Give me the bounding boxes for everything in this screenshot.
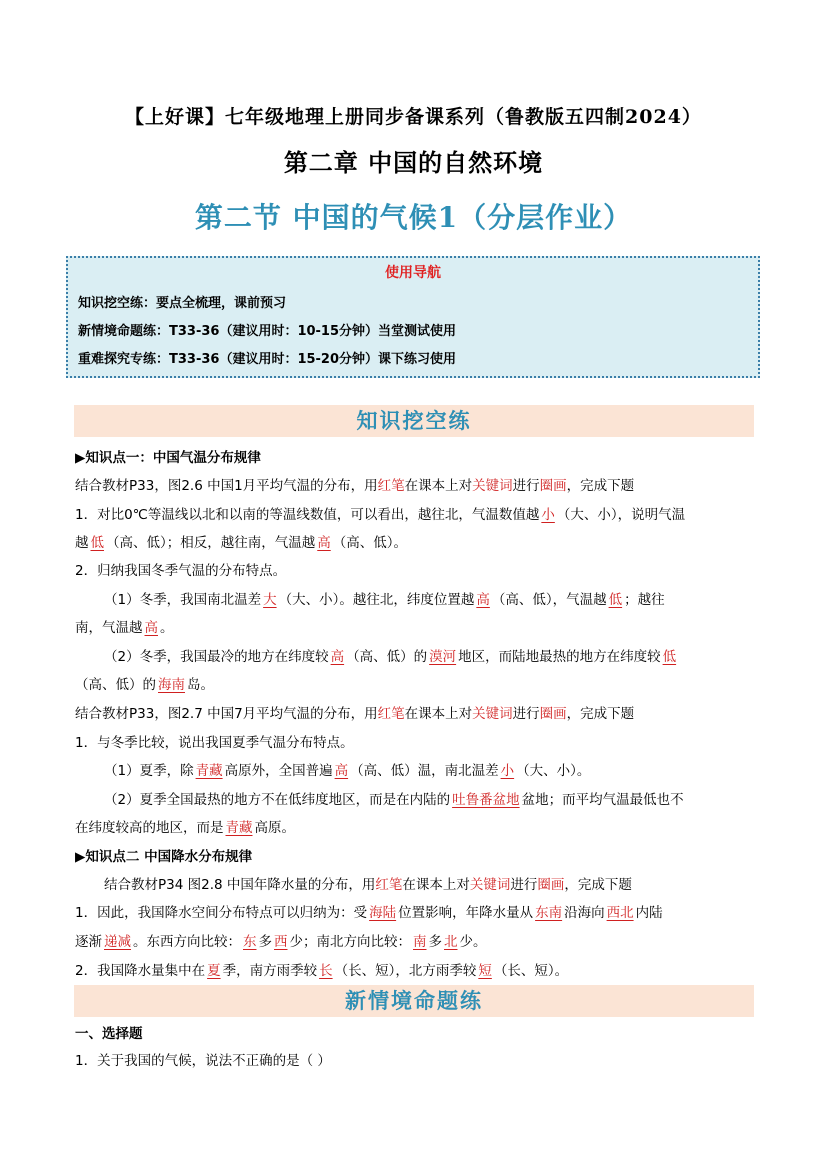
text: 2．我国降水量集中在 (75, 963, 206, 979)
text: 进行 (510, 877, 538, 893)
knowledge-point-1: ▶知识点一：中国气温分布规律 (75, 450, 261, 466)
text: （大、小）。越往北，纬度位置越 (278, 592, 475, 608)
text: 在课本上对 (404, 706, 473, 722)
text: （大、小），说明气温 (556, 507, 686, 523)
red-keyword: 红笔 (377, 478, 405, 494)
red-keyword: 关键词 (472, 478, 513, 494)
text: 位置影响，年降水量从 (398, 905, 534, 921)
answer-blank: 夏 (207, 963, 221, 979)
text: 1．因此，我国降水空间分布特点可以归纳为：受 (75, 905, 368, 921)
text: ，完成下题 (566, 478, 635, 494)
intro-line-2 (75, 702, 634, 722)
answer-blank: 小 (500, 763, 515, 779)
answer-blank: 海陆 (369, 905, 397, 921)
answer-blank: 低 (90, 535, 104, 551)
text: （高、低），气温越 (491, 592, 607, 608)
answer-blank: 高 (476, 592, 490, 608)
answer-blank: 高 (144, 620, 158, 636)
red-keyword: 关键词 (472, 706, 513, 722)
answer-blank: 北 (444, 934, 458, 950)
text: 在课本上对 (404, 478, 473, 494)
text: （高、低）温，南北温差 (350, 763, 499, 779)
answer-blank: 吐鲁番盆地 (452, 792, 520, 808)
text: ，完成下题 (566, 706, 635, 722)
red-keyword: 圈画 (539, 478, 567, 494)
answer-blank: 低 (662, 649, 677, 665)
text: 高原。 (254, 820, 295, 836)
question-line (104, 759, 590, 779)
answer-blank: 大 (263, 592, 277, 608)
text: 少。 (459, 934, 487, 950)
text: 内陆 (635, 905, 663, 921)
series-title: 【上好课】七年级地理上册同步备课系列（鲁教版五四制2024） (125, 106, 702, 128)
question-line (75, 503, 685, 523)
question-line (104, 588, 665, 608)
question-line: 2．归纳我国冬季气温的分布特点。 (75, 563, 287, 579)
red-keyword: 红笔 (377, 706, 405, 722)
text: 进行 (512, 706, 540, 722)
text: （高、低）的 (75, 677, 156, 693)
text: （1）夏季，除 (104, 763, 194, 779)
answer-blank: 高 (330, 649, 345, 665)
red-keyword: 圈画 (539, 706, 567, 722)
text: （高、低）；相反，越往南，气温越 (106, 535, 316, 551)
answer-blank: 青藏 (195, 763, 223, 779)
answer-blank: 漠河 (429, 649, 457, 665)
text: 多 (428, 934, 442, 950)
answer-blank: 小 (541, 507, 555, 523)
answer-blank: 东 (243, 934, 257, 950)
answer-blank: 短 (478, 963, 492, 979)
answer-blank: 高 (334, 763, 349, 779)
answer-blank: 南 (413, 934, 427, 950)
knowledge-point-2: ▶知识点二 中国降水分布规律 (75, 849, 253, 865)
text: 在纬度较高的地区，而是 (75, 820, 224, 836)
text: ，完成下题 (564, 877, 632, 893)
answer-blank: 递减 (104, 934, 131, 950)
question-line (75, 531, 407, 551)
text: （长、短）。 (493, 963, 569, 979)
text: 结合教材P33，图2.7 中国7月平均气温的分布，用 (75, 706, 378, 722)
question-line (104, 788, 684, 808)
text: 高原外，全国普遍 (224, 763, 333, 779)
intro-line-3 (104, 873, 632, 893)
usage-guide-box (66, 256, 760, 378)
question-line (75, 616, 174, 636)
text: （2）冬季，我国最冷的地方在纬度较 (104, 649, 329, 665)
text: （大、小）。 (516, 763, 591, 779)
question-line (75, 673, 214, 693)
red-keyword: 红笔 (375, 877, 403, 893)
section-bar-new-context: 新情境命题练 (74, 985, 754, 1017)
text: 进行 (512, 478, 540, 494)
text: 越 (75, 535, 89, 551)
part-title: 一、选择题 (75, 1026, 143, 1042)
guide-title: 使用导航 (385, 265, 441, 281)
question-line (75, 901, 663, 921)
text: 1．对比0℃等温线以北和以南的等温线数值，可以看出，越往北，气温数值越 (75, 507, 540, 523)
question-line: 1．与冬季比较，说出我国夏季气温分布特点。 (75, 735, 354, 751)
text: （2）夏季全国最热的地方不在低纬度地区，而是在内陆的 (104, 792, 451, 808)
question-line (75, 930, 487, 950)
text: 。 (160, 620, 174, 636)
red-keyword: 关键词 (469, 877, 511, 893)
text: ；越往 (624, 592, 665, 608)
guide-line-2: 新情境命题练：T33-36（建议用时：10-15分钟）当堂测试使用 (78, 324, 457, 339)
answer-blank: 高 (317, 535, 331, 551)
answer-blank: 海南 (158, 677, 185, 693)
text: （高、低）的 (346, 649, 428, 665)
text: 结合教材P34 图2.8 中国年降水量的分布，用 (104, 877, 376, 893)
text: 少；南北方向比较： (289, 934, 411, 950)
answer-blank: 西 (274, 934, 288, 950)
text: 季，南方雨季较 (222, 963, 318, 979)
text: 岛。 (187, 677, 214, 693)
text: 多 (258, 934, 272, 950)
intro-line-1 (75, 474, 634, 494)
text: （高、低）。 (332, 535, 407, 551)
answer-blank: 低 (608, 592, 623, 608)
answer-blank: 东南 (535, 905, 563, 921)
red-keyword: 圈画 (537, 877, 565, 893)
text: （长、短），北方雨季较 (334, 963, 477, 979)
text: 南，气温越 (75, 620, 143, 636)
guide-line-3: 重难探究专练：T33-36（建议用时：15-20分钟）课下练习使用 (78, 352, 457, 367)
text: 在课本上对 (402, 877, 470, 893)
text: 盆地；而平均气温最低也不 (521, 792, 684, 808)
question-line (104, 645, 678, 665)
text: 地区，而陆地最热的地方在纬度较 (458, 649, 661, 665)
question-line (75, 816, 295, 836)
text: 。东西方向比较： (133, 934, 241, 950)
text: （1）冬季，我国南北温差 (104, 592, 262, 608)
answer-blank: 青藏 (225, 820, 253, 836)
text: 逐渐 (75, 934, 102, 950)
text: 结合教材P33，图2.6 中国1月平均气温的分布，用 (75, 478, 378, 494)
choice-question-1: 1．关于我国的气候，说法不正确的是（ ） (75, 1053, 331, 1069)
section-bar-knowledge: 知识挖空练 (74, 405, 754, 437)
chapter-title: 第二章 中国的自然环境 (283, 148, 544, 177)
guide-line-1: 知识挖空练：要点全梳理，课前预习 (78, 296, 287, 311)
text: 沿海向 (564, 905, 605, 921)
section-title: 第二节 中国的气候1（分层作业） (194, 201, 633, 234)
answer-blank: 西北 (606, 905, 634, 921)
answer-blank: 长 (319, 963, 333, 979)
question-line (75, 959, 568, 979)
